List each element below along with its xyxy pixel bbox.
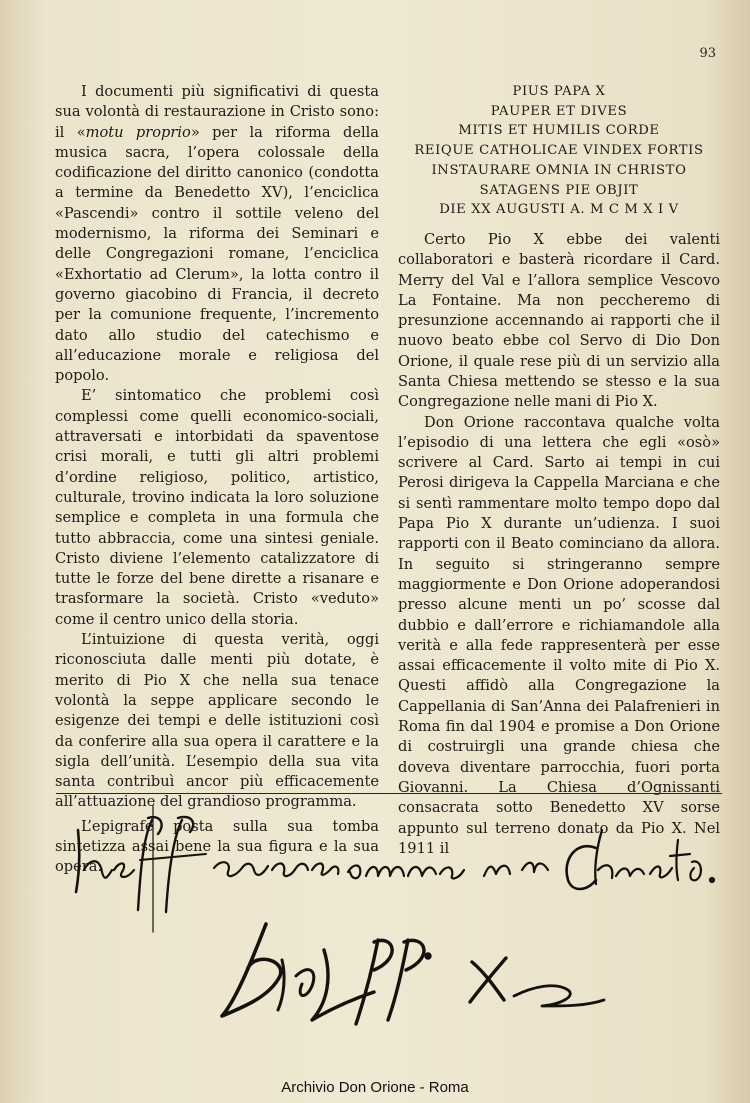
divider-line [56, 793, 722, 794]
handwriting-stroke [470, 958, 506, 1002]
handwriting-stroke [514, 986, 604, 1006]
paragraph: L’intuizione di questa verità, oggi riconosciuta dalle menti più dotate, è merito di Pio X che nella sua tenace volontà la seppe applicare secondo le esigenze dei tempi e delle istituzioni così da conferire alla sua opera il carattere e la sigla dell’unità. L’esempio della sua vita santa contribuì ancor più efficacemente all’attuazione del grandioso programma. [55, 631, 379, 811]
handwriting-stroke [348, 865, 360, 878]
epigraph-line: PIUS PAPA X [512, 84, 606, 99]
handwriting-stroke [650, 867, 672, 878]
archive-caption: Archivio Don Orione - Roma [281, 1079, 469, 1096]
handwriting-stroke [522, 863, 548, 872]
handwriting-stroke [690, 861, 701, 880]
handwriting-stroke [356, 940, 392, 1024]
handwriting-stroke [670, 840, 690, 880]
paragraph: E’ sintomatico che problemi così complessi come quelli economico-sociali, attraversati e intorbidati da spaventose crisi morali, e tutti gli altri problemi d’ordine religioso, politico, artistico, culturale, trovino indicata la loro soluzione semplice e completa in una formula che tutto abbraccia, come una sintesi geniale. Cristo diviene l’elemento catalizzatore di tutte le forze del bene dirette a risanare e trasformare la società. Cristo «veduto» come il centro unico della storia. [55, 387, 379, 628]
handwriting-stroke [567, 846, 596, 889]
handwriting-stroke [138, 817, 162, 910]
paragraph: Don Orione raccontava qualche volta l’episodio di una lettera che egli «osò» scrivere al Card. Sarto ai tempi in cui Perosi dirigeva la Cappella Marciana e che si sentì rammentare molto tempo dopo dal Papa Pio X durante un’udienza. I suoi rapporti con il Beato cominciano da allora. In seguito si stringeranno sempre maggiormente e Don Orione adoperandosi presso alcune menti un po’ scosse dal dubbio e dall’errore e richiamandole alla verità e alla fede rappresenterà per esse assai efficacemente il volto mite di Pio X. Questi affidò alla Congregazione la Cappellania di San’Anna dei Palafrenieri in Roma fin dal 1904 e promise a Don Orione di costruirgli una grande chiesa che doveva diventare parrocchia, fuori porta Giovanni. La Chiesa d’Ognissanti consacrata sotto Benedetto XV sorse appunto sul terreno donato da Pio X. Nel 1911 il [398, 413, 720, 857]
handwritten-signature [56, 800, 726, 1060]
paragraph: L’epigrafe posta sulla sua tomba sintetizza assai bene la sua figura e la sua opera. [55, 817, 379, 876]
handwriting-stroke [114, 863, 134, 877]
paragraph: Certo Pio X ebbe dei valenti collaboratori e basterà ricordare il Card. Merry del Val e l’allora semplice Vescovo La Fontaine. Ma non peccheremo di presunzione accennando ai rapporti che il nuovo beato ebbe col Servo di Dio Don Orione, il quale rese più di un servizio alla Santa Chiesa mettendo se stesso e la sua Congregazione nelle mani di Pio X. [398, 230, 720, 411]
handwriting-stroke [84, 861, 112, 878]
handwriting-stroke [616, 869, 644, 877]
epigraph-line: REIQUE CATHOLICAE VINDEX FORTIS [414, 143, 704, 159]
handwriting-stroke [222, 924, 281, 1016]
handwriting-stroke [484, 866, 510, 876]
handwriting-stroke [595, 830, 612, 884]
handwriting-stroke [214, 862, 268, 876]
epigraph-line: INSTAURARE OMNIA IN CHRISTO [431, 162, 687, 178]
left-column [55, 82, 379, 878]
paragraph: I documenti più significativi di questa sua volontà di restaurazione in Cristo sono: il «motu proprio» per la riforma della musica sacra, l’opera colossale della codificazione del diritto canonico (condotta a termine da Benedetto XV), l’enciclica «Pascendi» contro il sottile veleno del modernismo, la riforma dei Seminari e delle Congregazioni romane, l’enciclica «Exhortatio ad Clerum», la lotta contro il governo giacobino di Francia, il decreto per la comunione frequente, l’incremento dato allo studio del catechismo e all’educazione morale e religiosa del popolo. [55, 83, 379, 385]
handwriting-dot [709, 877, 714, 882]
handwriting-stroke [312, 950, 374, 1020]
page-number: 93 [699, 46, 716, 61]
handwriting-dot [425, 953, 431, 959]
tomb-epigraph [398, 82, 720, 220]
epigraph-line: PAUPER ET DIVES [490, 103, 628, 119]
handwriting-stroke [166, 817, 193, 912]
handwriting-stroke [76, 830, 79, 892]
handwriting-stroke [440, 867, 464, 878]
signature-drawing [56, 800, 726, 1060]
handwriting-stroke [408, 867, 436, 876]
handwriting-stroke [312, 863, 338, 874]
handwriting-stroke [272, 863, 308, 876]
epigraph-line: MITIS ET HUMILIS CORDE [458, 123, 660, 139]
handwriting-stroke [366, 867, 404, 876]
epigraph-line: SATAGENS PIE OBJIT [479, 182, 639, 198]
epigraph-line: DIE XX AUGUSTI A. M C M X I V [439, 202, 679, 218]
handwriting-stroke [296, 970, 314, 996]
right-column [398, 82, 720, 859]
